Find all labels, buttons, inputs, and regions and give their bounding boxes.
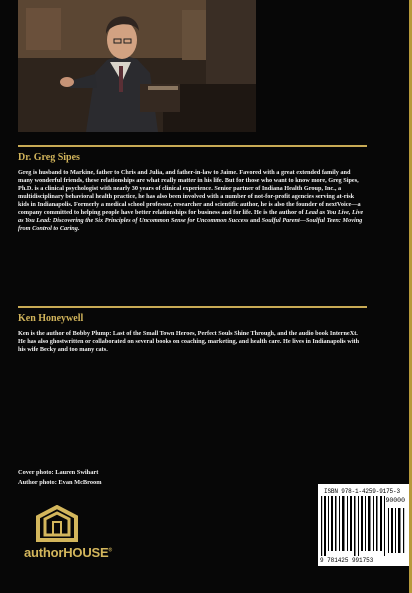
barcode-graphic	[318, 484, 409, 566]
bio-text-sipes: Greg is husband to Markine, father to Chris and Julia, and father-in-law to Jaime. Favored with a great extended family and many wonderful friends, these relationships are what really matter in his life. But for those who want to know more, Greg Sipes, Ph.D. is a clinical psychologist with nearly 30 years of clinical experience. Senior partner of Indiana Health Group, Inc., a multidisciplinary behavioral health practice, he has also been involved with a number of not-for-profit agencies serving at-risk kids in Indianapolis. Formerly a medical school professor, researcher and scientific author, he is also the founder of nextVoice—a company committed to helping people have better relationships for business and for life.	[18, 169, 361, 216]
bio-paragraph-honeywell: Ken is the author of Bobby Plump: Last of the Small Town Heroes, Perfect Souls Shine Through, and the audio book InterneXt. He has also ghostwritten or collaborated on several books on coaching, marketing, and health care. He lives in Indianapolis with his wife Becky and too many cats.	[18, 330, 360, 353]
author-photo	[18, 0, 256, 132]
price-code: 90000	[385, 497, 405, 504]
isbn-barcode	[318, 484, 409, 566]
author-prefix: He is the author of	[254, 209, 306, 216]
publisher-name	[24, 545, 112, 560]
publisher-wordmark: authorHOUSE	[24, 545, 109, 560]
gold-divider-top	[18, 145, 367, 147]
gold-divider-middle	[18, 306, 367, 308]
bio-paragraph-sipes	[18, 169, 364, 233]
ean-number: 9 781425 991753	[320, 557, 374, 564]
book-title-2: Soulful Parent—Soulful Teen: Moving from Control to Caring	[18, 217, 363, 232]
authorhouse-house-icon	[30, 505, 84, 543]
publisher-logo	[18, 505, 118, 580]
book-title-1: Lead as You Live, Live as You Lead: Discovering the Six Principles of Uncommon Sense for Uncommon Success	[18, 209, 364, 224]
section-heading-sipes: Dr. Greg Sipes	[18, 152, 80, 163]
isbn-text: ISBN 978-1-4259-9175-3	[324, 488, 400, 495]
section-heading-honeywell: Ken Honeywell	[18, 313, 84, 324]
cover-photo-credit: Cover photo: Lauren Swihart	[18, 469, 99, 476]
author-and: and	[248, 217, 262, 224]
registered-mark: ®	[108, 547, 112, 554]
author-photo-credit: Author photo: Evan McBroom	[18, 479, 102, 486]
author-suffix: .	[77, 225, 80, 232]
